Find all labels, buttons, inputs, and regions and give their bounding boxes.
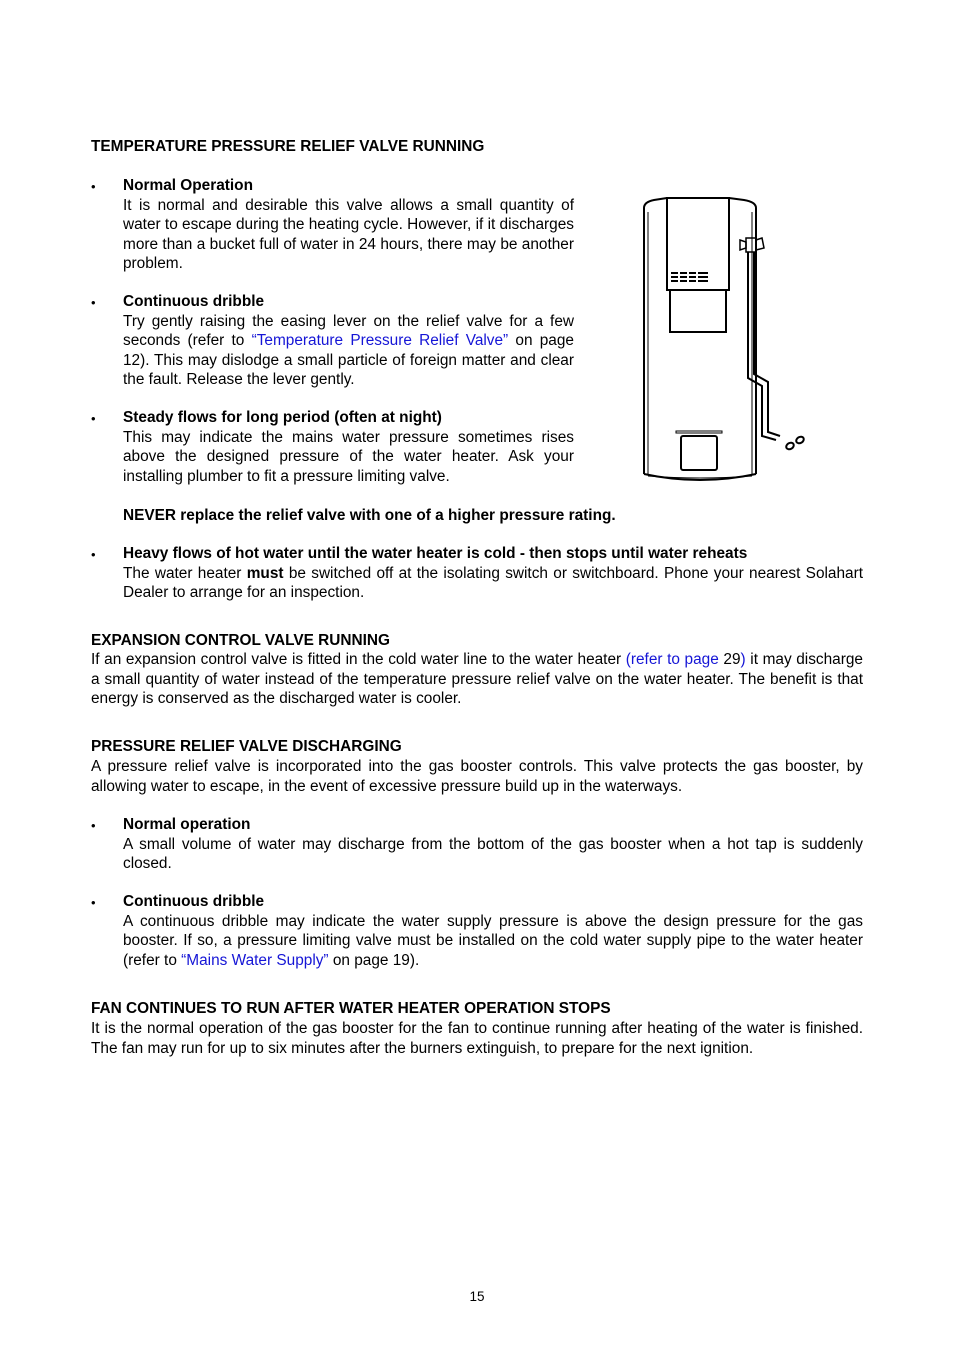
item-title: Normal operation — [123, 816, 251, 833]
water-heater-illustration — [630, 190, 815, 490]
list-item-continuous-dribble — [123, 292, 574, 390]
list-item-normal-operation-booster — [123, 815, 863, 874]
tpr-valve-link[interactable]: “Temperature Pressure Relief Valve” — [251, 332, 509, 349]
section-heading-expansion-valve: EXPANSION CONTROL VALVE RUNNING — [91, 632, 390, 649]
item-body: A small volume of water may discharge from the bottom of the gas booster when a hot tap is suddenly closed. — [123, 835, 863, 872]
bullet: • — [91, 818, 96, 833]
section-body: If an expansion control valve is fitted in the cold water line to the water heater (refer to page 29) it may discharge a small quantity of water instead of the temperature pressure relief valve on the water heater. The benefit is that energy is conserved as the discharged water is cooler. — [91, 651, 863, 707]
item-title: Normal Operation — [123, 177, 253, 194]
access-door — [681, 436, 717, 470]
section-heading-prv-discharging: PRESSURE RELIEF VALVE DISCHARGING — [91, 738, 402, 755]
bullet: • — [91, 895, 96, 910]
item-title: Heavy flows of hot water until the water heater is cold - then stops until water reheats — [123, 545, 748, 562]
item-title: Continuous dribble — [123, 293, 265, 310]
item-body: Try gently raising the easing lever on the relief valve for a few seconds (refer to “Temperature Pressure Relief Valve” on page 12). This may dislodge a small particle of foreign matter and clear the fault. Release the lever gently. — [123, 312, 574, 388]
tank-top-left — [644, 198, 667, 208]
page-number: 15 — [469, 1289, 485, 1304]
bullet: • — [91, 411, 96, 426]
bullet: • — [91, 547, 96, 562]
page-29-link[interactable]: (refer to page — [625, 651, 719, 668]
bullet: • — [91, 179, 96, 194]
warning-note: NEVER replace the relief valve with one of a higher pressure rating. — [123, 507, 616, 524]
section-heading-tpr-valve: TEMPERATURE PRESSURE RELIEF VALVE RUNNING — [91, 138, 485, 155]
mains-water-supply-link[interactable]: “Mains Water Supply” — [181, 951, 329, 969]
item-title: Steady flows for long period (often at night) — [123, 409, 442, 426]
section-heading-fan-continues: FAN CONTINUES TO RUN AFTER WATER HEATER OPERATION STOPS — [91, 1000, 611, 1017]
list-item-continuous-dribble-booster — [123, 892, 863, 970]
list-item-normal-operation — [123, 176, 574, 274]
section-body: It is the normal operation of the gas booster for the fan to continue running after heating of the water is finished. The fan may run for up to six minutes after the burners extinguish, to prepare for the next ignition. — [91, 1020, 863, 1057]
item-body: A continuous dribble may indicate the water supply pressure is above the design pressure for the gas booster. If so, a pressure limiting valve must be installed on the cold water supply pipe to the water heater (refer to “Mains Water Supply” on page 19). — [123, 912, 863, 969]
bullet: • — [91, 295, 96, 310]
list-item-steady-flows — [123, 408, 574, 486]
item-body: The water heater must be switched off at the isolating switch or switchboard. Phone your nearest Solahart Dealer to arrange for an inspection. — [123, 564, 863, 601]
item-title: Continuous dribble — [123, 893, 265, 910]
item-body: This may indicate the mains water pressure sometimes rises above the designed pressure of the water heater. Ask your installing plumber to fit a pressure limiting valve. — [123, 428, 574, 485]
item-body: It is normal and desirable this valve allows a small quantity of water to escape during the heating cycle. However, if it discharges more than a bucket full of water in 24 hours, there may be another problem. — [123, 196, 574, 272]
relief-valve — [746, 238, 756, 252]
section-body: A pressure relief valve is incorporated into the gas booster controls. This valve protects the gas booster, by allowing water to escape, in the event of excessive pressure build up in the waterways. — [91, 758, 863, 795]
list-item-heavy-flows — [123, 544, 863, 603]
